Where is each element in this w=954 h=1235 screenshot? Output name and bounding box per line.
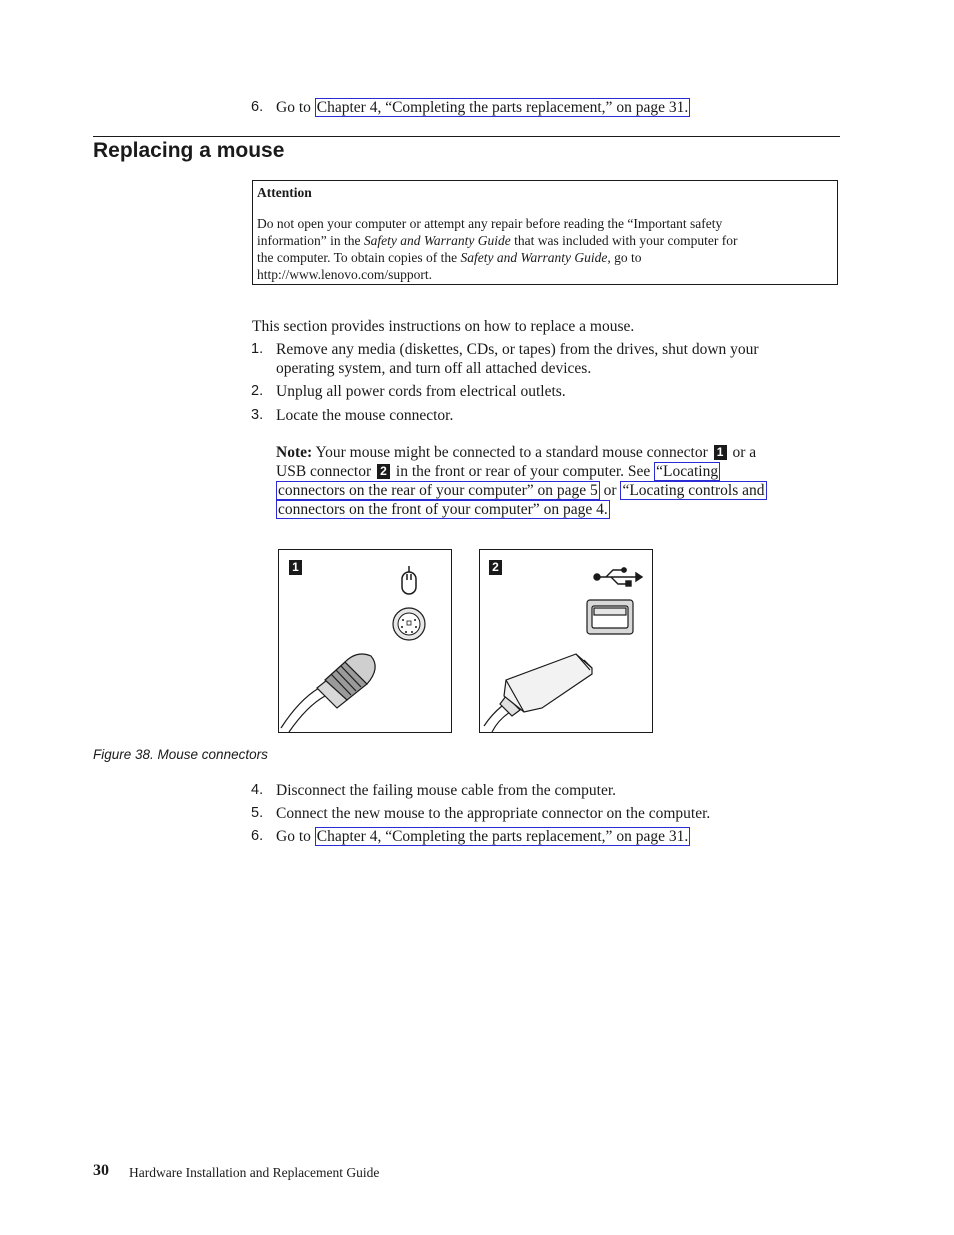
step-number: 2. [251,383,264,399]
attention-box [252,180,838,285]
note-text: or [599,482,621,499]
callout-1: 1 [289,560,302,575]
step-2-text: Unplug all power cords from electrical outlets. [276,383,566,400]
note-line-1 [276,443,832,462]
attention-title: Attention [257,185,312,200]
attention-line-2 [257,232,833,249]
step-1-line-1: Remove any media (diskettes, CDs, or tapes) from the drives, shut down your [276,341,759,358]
ps2-port-icon [393,608,425,640]
front-connectors-link-part2[interactable]: connectors on the front of your computer” on page 4. [278,501,608,518]
page-title: Replacing a mouse [93,139,285,162]
top-step-text [276,98,690,117]
note-text: in the front or rear of your computer. See [392,463,655,480]
note-text: Your mouse might be connected to a standard mouse connector [312,444,712,461]
intro-text: This section provides instructions on how to replace a mouse. [252,318,635,335]
page-number: 30 [93,1162,109,1179]
section-heading [93,139,284,163]
step-prefix: Go to [276,828,311,845]
callout-2: 2 [489,560,502,575]
note-text: or a [728,444,757,461]
step-number: 6. [251,828,264,844]
step-number: 3. [251,407,264,423]
attention-text: information” in the [257,233,364,248]
note [276,443,832,519]
step-4-text: Disconnect the failing mouse cable from the computer. [276,782,617,799]
usb-port-icon [587,600,633,634]
attention-line-1: Do not open your computer or attempt any repair before reading the “Important safety [257,216,723,231]
note-line-3 [276,481,832,500]
footer-book-title: Hardware Installation and Replacement Guide [129,1165,380,1180]
chapter4-link[interactable]: Chapter 4, “Completing the parts replacement,” on page 31. [316,828,689,845]
step-6-text [276,827,690,846]
figure-caption: Figure 38. Mouse connectors [93,747,268,762]
usb-connector-illustration [480,550,652,732]
attention-text: , go to [607,250,642,265]
step-number: 5. [251,805,264,821]
attention-guide-title: Safety and Warranty Guide [363,233,511,248]
attention-line-3 [257,249,833,266]
top-step [251,98,263,116]
note-line-2 [276,462,832,481]
rear-connectors-link-part2[interactable]: connectors on the rear of your computer” on page 5 [278,482,598,499]
attention-url: http://www.lenovo.com/support. [257,267,432,282]
usb-plug-icon [484,654,592,732]
callout-2: 2 [377,464,390,479]
step-number: 1. [251,341,264,357]
figure-panel-ps2 [278,549,452,733]
callout-1: 1 [714,445,727,460]
section-divider [93,136,840,137]
ps2-plug-icon [281,654,375,732]
front-connectors-link-part1[interactable]: “Locating controls and [622,482,765,499]
step-1-line-2: operating system, and turn off all attached devices. [276,360,592,377]
chapter4-link[interactable]: Chapter 4, “Completing the parts replacement,” on page 31. [316,99,689,116]
ps2-connector-illustration [279,550,451,732]
note-line-4 [276,500,832,519]
figure-panel-usb [479,549,653,733]
note-text: USB connector [276,463,376,480]
step-3-text: Locate the mouse connector. [276,407,454,424]
step-5-text: Connect the new mouse to the appropriate connector on the computer. [276,805,711,822]
step-number: 6. [251,99,264,115]
usb-icon [594,568,642,586]
mouse-icon [402,566,416,594]
rear-connectors-link-part1[interactable]: “Locating [656,463,719,480]
attention-text: that was included with your computer for [510,233,738,248]
attention-guide-title: Safety and Warranty Guide [460,250,608,265]
step-number: 4. [251,782,264,798]
note-label: Note: [276,444,313,461]
attention-text: the computer. To obtain copies of the [257,250,461,265]
step-prefix: Go to [276,99,311,116]
